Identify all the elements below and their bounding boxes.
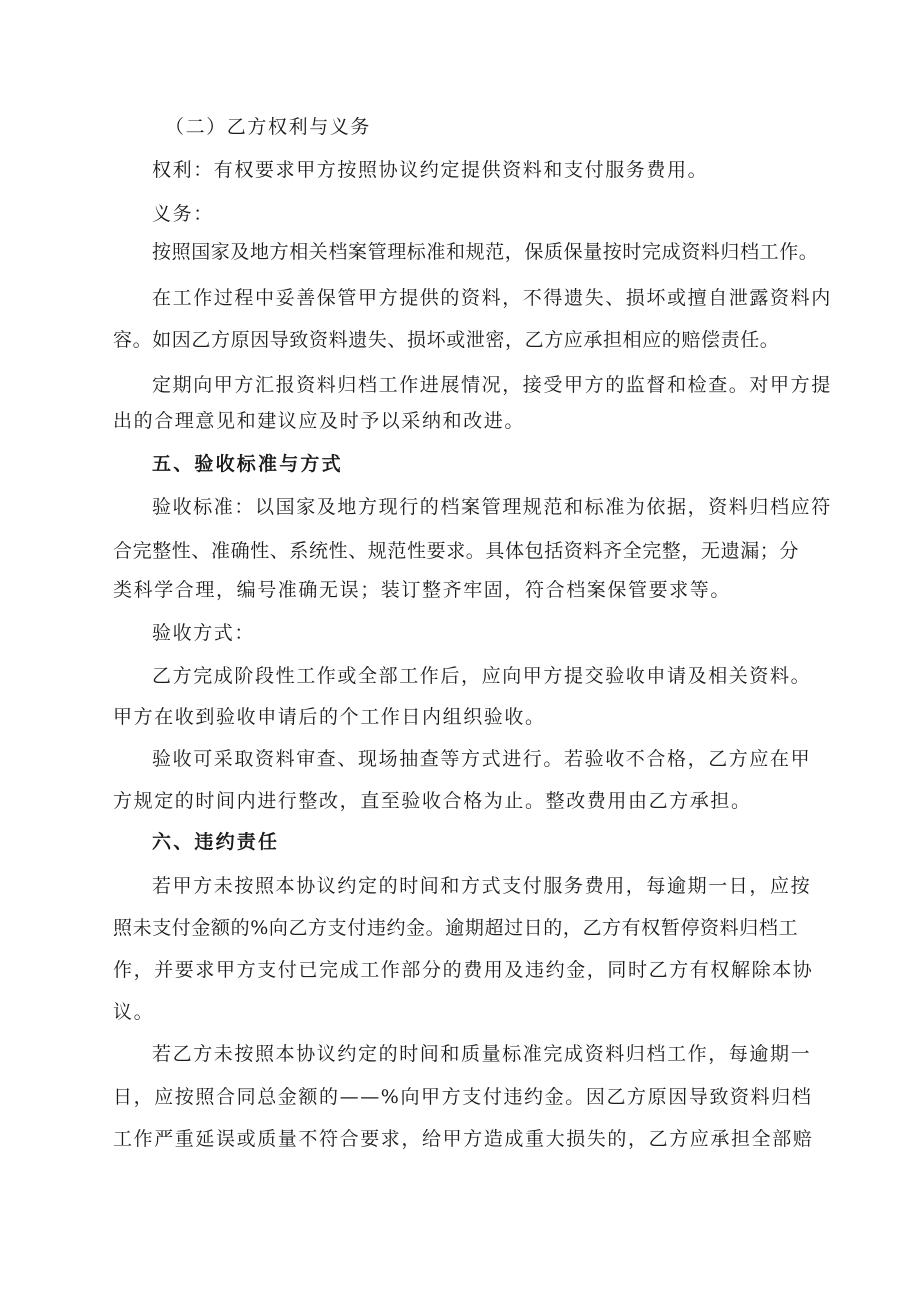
paragraph-line: 乙方完成阶段性工作或全部工作后，应向甲方提交验收申请及相关资料。 [152,665,812,687]
section-heading: 六、违约责任 [152,831,280,853]
paragraph-line: 议。 [113,1001,155,1023]
paragraph-line: 若甲方未按照本协议约定的时间和方式支付服务费用，每逾期一日，应按 [152,875,812,897]
paragraph-line: 合完整性、准确性、系统性、规范性要求。具体包括资料齐全完整，无遗漏；分 [113,540,800,562]
paragraph-line: 容。如因乙方原因导致资料遗失、损坏或泄密，乙方应承担相应的赔偿责任。 [113,329,780,351]
paragraph-line: 按照国家及地方相关档案管理标准和规范，保质保量按时完成资料归档工作。 [152,241,819,263]
section-heading: 五、验收标准与方式 [152,453,343,475]
paragraph-line: 在工作过程中妥善保管甲方提供的资料，不得遗失、损坏或擅自泄露资料内 [152,287,832,309]
paragraph-line: 权利：有权要求甲方按照协议约定提供资料和支付服务费用。 [152,159,709,181]
paragraph-line: 若乙方未按照本协议约定的时间和质量标准完成资料归档工作，每逾期一 [152,1043,812,1065]
paragraph-line: 定期向甲方汇报资料归档工作进展情况，接受甲方的监督和检查。对甲方提 [152,374,832,396]
subsection-heading: （二）乙方权利与义务 [165,116,372,138]
paragraph-line: 类科学合理，编号准确无误；装订整齐牢固，符合档案保管要求等。 [113,579,732,601]
paragraph-line: 照未支付金额的%向乙方支付违约金。逾期超过日的，乙方有权暂停资料归档工 [113,917,799,939]
paragraph-line: 方规定的时间内进行整改，直至验收合格为止。整改费用由乙方承担。 [113,790,752,812]
paragraph-line: 日，应按照合同总金额的——%向甲方支付违约金。因乙方原因导致资料归档 [113,1086,813,1108]
paragraph-line: 出的合理意见和建议应及时予以采纳和改进。 [113,410,526,432]
paragraph-line: 甲方在收到验收申请后的个工作日内组织验收。 [113,706,546,728]
paragraph-line: 工作严重延误或质量不符合要求，给甲方造成重大损失的，乙方应承担全部赔 [113,1128,814,1150]
paragraph-line: 验收方式： [152,622,256,644]
paragraph-line: 作，并要求甲方支付已完成工作部分的费用及违约金，同时乙方有权解除本协 [113,959,814,981]
paragraph-line: 义务： [152,203,214,225]
paragraph-line: 验收可采取资料审查、现场抽查等方式进行。若验收不合格，乙方应在甲 [152,748,812,770]
paragraph-line: 验收标准：以国家及地方现行的档案管理规范和标准为依据，资料归档应符 [152,496,832,518]
